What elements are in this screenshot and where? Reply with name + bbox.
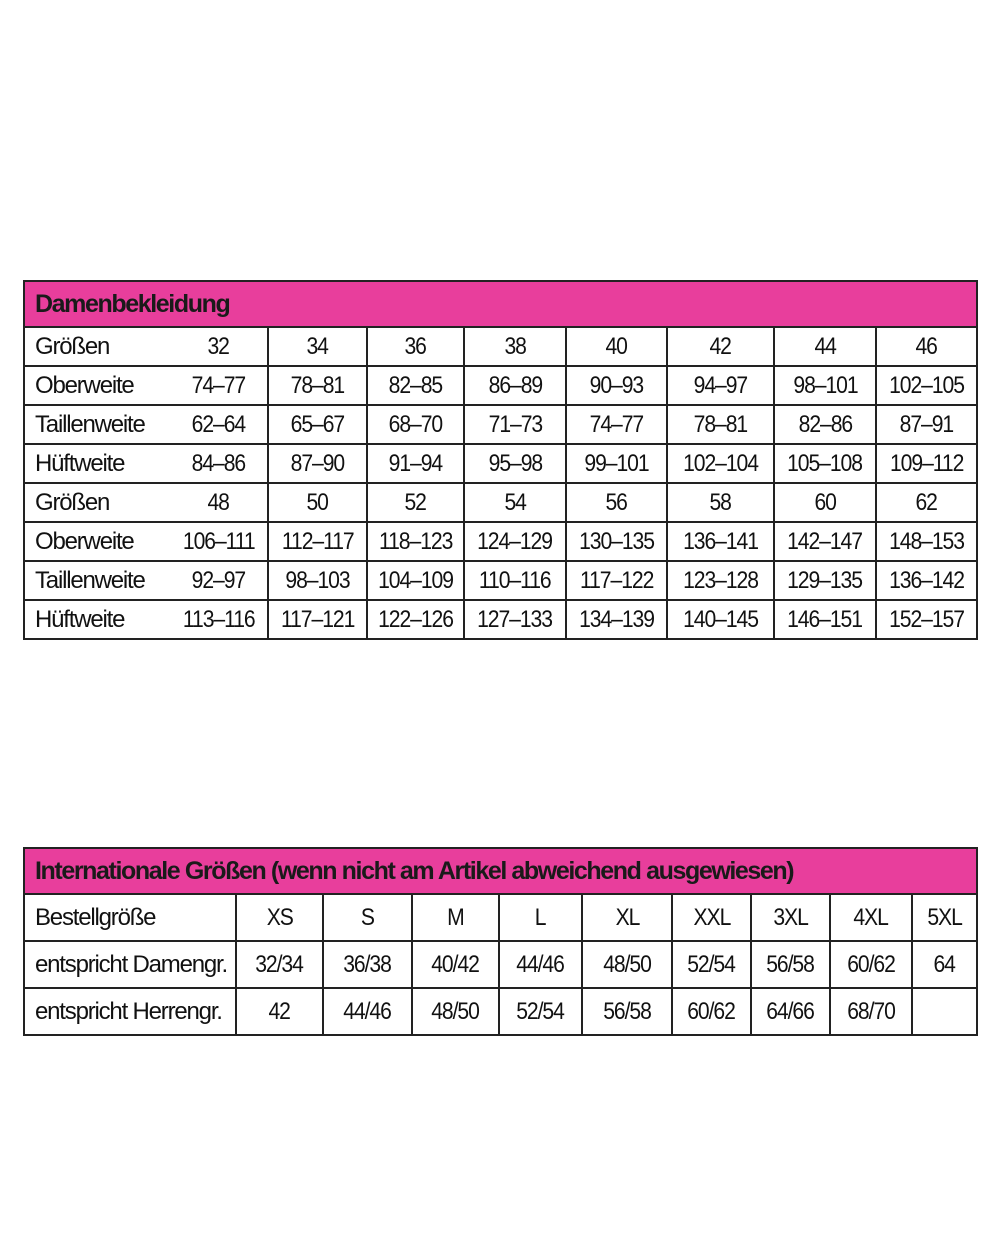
damen-cell-value: 40 <box>605 332 628 360</box>
damen-cell-value: 95–98 <box>488 449 542 477</box>
intl-cell-value: 68/70 <box>847 997 895 1025</box>
damen-table-row <box>24 366 977 405</box>
damen-cell <box>170 366 268 405</box>
intl-cell <box>751 894 830 941</box>
damen-cell-value: 124–129 <box>477 527 553 555</box>
damen-cell-value: 112–117 <box>281 527 354 555</box>
damen-row-label: Größen <box>24 327 170 366</box>
intl-cell-value: 56/58 <box>766 950 815 978</box>
intl-cell <box>672 941 751 988</box>
intl-cell <box>412 894 499 941</box>
damen-row-label: Hüftweite <box>24 600 170 639</box>
damen-cell <box>464 405 566 444</box>
intl-cell <box>830 941 912 988</box>
intl-cell <box>412 941 499 988</box>
damen-cell <box>566 366 667 405</box>
damen-cell <box>566 483 667 522</box>
intl-size-table <box>23 847 978 1036</box>
damen-table-row <box>24 444 977 483</box>
damen-cell-value: 74–77 <box>589 410 644 438</box>
damen-cell-value: 94–97 <box>693 371 748 399</box>
damen-cell <box>876 522 977 561</box>
intl-cell-value: 40/42 <box>431 950 480 978</box>
damen-cell <box>464 327 566 366</box>
intl-cell-value: 36/38 <box>343 950 392 978</box>
damen-cell-value: 109–112 <box>889 449 964 477</box>
damen-cell <box>876 561 977 600</box>
damen-cell-value: 98–103 <box>285 566 350 594</box>
damen-table-row <box>24 327 977 366</box>
intl-cell-value: 42 <box>268 997 291 1025</box>
intl-cell-value: XL <box>615 903 639 931</box>
intl-cell <box>672 894 751 941</box>
intl-title: Internationale Größen (wenn nicht am Artikel abweichend ausgewiesen) <box>24 848 977 894</box>
intl-cell-value: M <box>447 903 464 931</box>
damen-cell-value: 105–108 <box>787 449 863 477</box>
intl-cell <box>912 894 977 941</box>
internationale-groessen-table <box>23 847 976 1036</box>
damen-cell-value: 68–70 <box>388 410 443 438</box>
damen-cell <box>170 483 268 522</box>
damen-cell-value: 117–122 <box>579 566 654 594</box>
damen-cell <box>170 522 268 561</box>
damen-cell <box>667 483 774 522</box>
damen-cell-value: 92–97 <box>191 566 246 594</box>
intl-cell-value: 64 <box>933 950 956 978</box>
intl-cell-value: 32/34 <box>255 950 304 978</box>
damen-table-row <box>24 522 977 561</box>
damen-cell <box>774 522 876 561</box>
damen-cell-value: 44 <box>814 332 836 360</box>
damen-cell <box>774 600 876 639</box>
damen-cell-value: 104–109 <box>378 566 453 594</box>
intl-cell <box>830 894 912 941</box>
damen-size-table <box>23 280 978 640</box>
intl-cell-value: 56/58 <box>603 997 651 1025</box>
damen-cell <box>268 483 367 522</box>
intl-cell-value: L <box>535 903 546 931</box>
damen-cell <box>170 327 268 366</box>
damen-table-row <box>24 600 977 639</box>
damen-cell-value: 34 <box>306 332 329 360</box>
damen-cell <box>774 327 876 366</box>
intl-cell <box>499 894 582 941</box>
damen-cell-value: 118–123 <box>378 527 453 555</box>
damen-cell-value: 71–73 <box>488 410 542 438</box>
damen-cell <box>566 444 667 483</box>
damen-cell-value: 42 <box>709 332 732 360</box>
damen-table-row <box>24 483 977 522</box>
damen-cell <box>774 483 876 522</box>
damen-cell <box>667 600 774 639</box>
damen-cell-value: 142–147 <box>787 527 863 555</box>
damen-row-label: Oberweite <box>24 366 170 405</box>
damen-cell-value: 86–89 <box>488 371 542 399</box>
damen-cell-value: 146–151 <box>787 605 863 633</box>
intl-cell <box>830 988 912 1035</box>
intl-row-label: Bestellgröße <box>24 894 236 941</box>
damen-cell <box>464 483 566 522</box>
damen-cell-value: 152–157 <box>889 605 964 633</box>
intl-cell-value: 64/66 <box>766 997 815 1025</box>
damen-cell <box>566 600 667 639</box>
intl-cell-value: 3XL <box>773 903 808 931</box>
intl-cell-value: 52/54 <box>516 997 565 1025</box>
damen-cell <box>170 444 268 483</box>
damen-cell-value: 140–145 <box>683 605 758 633</box>
damen-cell <box>367 600 464 639</box>
damen-cell-value: 87–90 <box>290 449 345 477</box>
damen-cell <box>667 405 774 444</box>
damen-cell-value: 99–101 <box>584 449 649 477</box>
damen-cell-value: 60 <box>814 488 836 516</box>
damen-cell-value: 36 <box>404 332 427 360</box>
intl-table-row <box>24 988 977 1035</box>
damen-cell <box>774 561 876 600</box>
damen-row-label: Taillenweite <box>24 405 170 444</box>
damen-cell-value: 58 <box>709 488 732 516</box>
damen-cell-value: 82–86 <box>798 410 852 438</box>
damen-cell-value: 46 <box>915 332 938 360</box>
damen-cell <box>268 600 367 639</box>
damen-cell-value: 102–104 <box>683 449 758 477</box>
damen-cell-value: 56 <box>605 488 628 516</box>
damen-cell-value: 54 <box>504 488 526 516</box>
damen-cell-value: 134–139 <box>579 605 654 633</box>
intl-cell-value: S <box>360 903 375 931</box>
damen-cell <box>667 561 774 600</box>
intl-cell <box>751 988 830 1035</box>
damen-cell-value: 91–94 <box>388 449 443 477</box>
damen-cell-value: 90–93 <box>589 371 644 399</box>
damen-cell <box>367 327 464 366</box>
damen-cell-value: 136–141 <box>683 527 758 555</box>
damen-cell <box>367 444 464 483</box>
damen-row-label: Größen <box>24 483 170 522</box>
damen-cell <box>268 327 367 366</box>
intl-cell <box>323 988 412 1035</box>
damen-cell-value: 48 <box>207 488 230 516</box>
intl-cell-value: 44/46 <box>516 950 565 978</box>
damen-cell <box>774 405 876 444</box>
damen-cell <box>566 327 667 366</box>
intl-cell <box>499 988 582 1035</box>
damen-cell-value: 50 <box>306 488 329 516</box>
damen-table-row <box>24 561 977 600</box>
damen-cell <box>566 405 667 444</box>
damen-cell <box>876 327 977 366</box>
intl-row-label: entspricht Damengr. <box>24 941 236 988</box>
damen-cell <box>367 561 464 600</box>
damen-cell <box>667 327 774 366</box>
damen-cell <box>464 561 566 600</box>
damen-cell <box>170 600 268 639</box>
damen-cell-value: 98–101 <box>792 371 858 399</box>
damen-cell <box>367 483 464 522</box>
damen-cell-value: 113–116 <box>182 605 255 633</box>
intl-table-row <box>24 894 977 941</box>
damen-cell-value: 38 <box>504 332 526 360</box>
damen-cell <box>774 366 876 405</box>
damen-cell <box>876 600 977 639</box>
damen-cell <box>170 561 268 600</box>
damen-cell-value: 74–77 <box>191 371 246 399</box>
damen-cell-value: 106–111 <box>182 527 255 555</box>
damen-cell-value: 78–81 <box>290 371 345 399</box>
damen-cell-value: 148–153 <box>889 527 964 555</box>
damen-cell <box>268 561 367 600</box>
intl-cell-value: 60/62 <box>847 950 895 978</box>
damen-cell-value: 123–128 <box>683 566 758 594</box>
damen-cell-value: 62–64 <box>191 410 246 438</box>
damen-cell <box>876 483 977 522</box>
damen-cell <box>268 405 367 444</box>
intl-cell-value: 5XL <box>927 903 962 931</box>
intl-cell-value: 48/50 <box>603 950 651 978</box>
damen-cell <box>268 522 367 561</box>
damen-cell <box>876 366 977 405</box>
intl-cell <box>412 988 499 1035</box>
intl-cell <box>236 941 323 988</box>
intl-cell <box>582 894 672 941</box>
intl-cell <box>751 941 830 988</box>
damen-cell <box>268 366 367 405</box>
damen-cell-value: 32 <box>207 332 230 360</box>
damen-cell <box>170 405 268 444</box>
damen-cell-value: 84–86 <box>191 449 246 477</box>
intl-cell <box>912 941 977 988</box>
damen-cell-value: 122–126 <box>378 605 453 633</box>
intl-cell <box>236 894 323 941</box>
damen-cell-value: 82–85 <box>388 371 443 399</box>
intl-cell <box>582 941 672 988</box>
damen-cell <box>464 600 566 639</box>
intl-cell-value: 52/54 <box>687 950 736 978</box>
damen-row-label: Oberweite <box>24 522 170 561</box>
damen-cell-value: 127–133 <box>477 605 553 633</box>
damen-cell-value: 65–67 <box>290 410 345 438</box>
damen-cell <box>566 522 667 561</box>
intl-cell-value: XS <box>266 903 293 931</box>
damen-cell <box>876 405 977 444</box>
damen-cell-value: 78–81 <box>693 410 748 438</box>
damen-cell-value: 110–116 <box>479 566 551 594</box>
damen-cell <box>667 444 774 483</box>
damen-cell-value: 87–91 <box>899 410 954 438</box>
damen-cell <box>667 522 774 561</box>
intl-cell-value: 48/50 <box>431 997 480 1025</box>
damen-cell-value: 130–135 <box>579 527 654 555</box>
damen-cell-value: 136–142 <box>889 566 964 594</box>
damen-cell <box>667 366 774 405</box>
intl-cell <box>912 988 977 1035</box>
intl-cell <box>672 988 751 1035</box>
intl-cell-value: 60/62 <box>687 997 736 1025</box>
damen-cell <box>566 561 667 600</box>
damen-table-row <box>24 405 977 444</box>
damen-cell <box>464 522 566 561</box>
damen-cell <box>367 522 464 561</box>
damen-title: Damenbekleidung <box>24 281 977 327</box>
damen-cell-value: 62 <box>915 488 938 516</box>
damen-cell <box>464 366 566 405</box>
damen-cell-value: 102–105 <box>889 371 964 399</box>
damen-cell <box>464 444 566 483</box>
damen-cell-value: 117–121 <box>280 605 355 633</box>
intl-cell-value: 4XL <box>853 903 889 931</box>
intl-table-row <box>24 941 977 988</box>
intl-cell <box>499 941 582 988</box>
intl-row-label: entspricht Herrengr. <box>24 988 236 1035</box>
damen-cell <box>774 444 876 483</box>
intl-cell-value: 44/46 <box>343 997 392 1025</box>
damen-cell-value: 129–135 <box>787 566 863 594</box>
intl-cell <box>323 894 412 941</box>
damen-cell <box>268 444 367 483</box>
damen-row-label: Hüftweite <box>24 444 170 483</box>
damen-cell <box>876 444 977 483</box>
damen-cell <box>367 405 464 444</box>
intl-cell <box>582 988 672 1035</box>
intl-cell-value: XXL <box>693 903 730 931</box>
damen-cell-value: 52 <box>404 488 427 516</box>
intl-cell <box>323 941 412 988</box>
damen-cell <box>367 366 464 405</box>
intl-cell <box>236 988 323 1035</box>
damenbekleidung-table <box>23 280 976 640</box>
damen-row-label: Taillenweite <box>24 561 170 600</box>
